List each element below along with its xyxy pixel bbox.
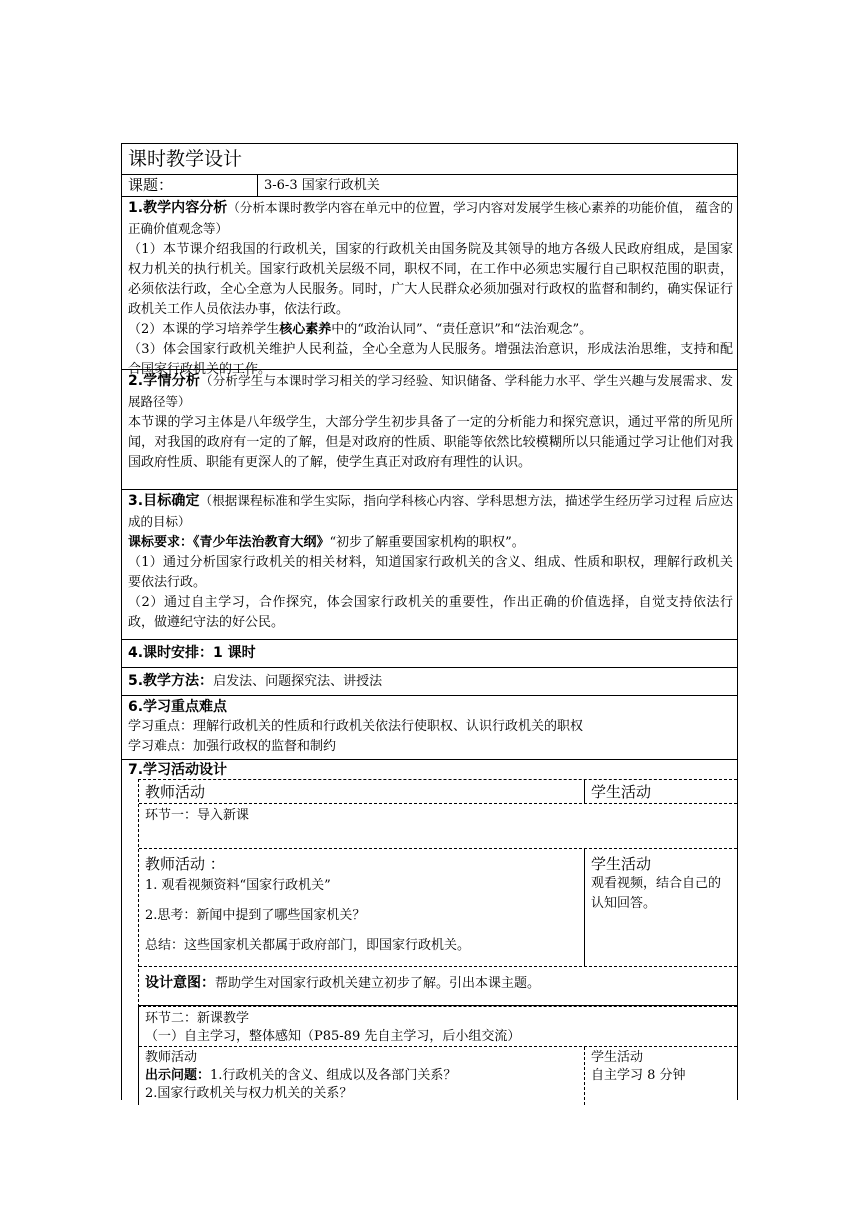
link-two-block [138,1007,737,1105]
activity-header-row [139,780,737,804]
section-heading: 7.学习活动设计 [128,762,228,778]
section-heading: 4.课时安排：1 课时 [128,645,256,661]
section-key-points [122,696,737,760]
section-goals [122,490,737,640]
paragraph: 本节课的学习主体是八年级学生，大部分学生初步具备了一定的分析能力和探究意识，通过平常的所见所闻，对我国的政府有一定的了解，但是对政府的性质、职能等依然比较模糊所以只能通过学习让他们对我国政府性质、职能有更深人的了解，使学生真正对政府有理性的认识。 [128,415,733,470]
section-activities [122,760,737,1100]
link-two-sub: （一）自主学习，整体感知（P85-89 先自主学习，后小组交流） [145,1029,521,1044]
section-heading: 2.学情分析 [128,373,201,389]
student-col-header: 学生活动 [591,783,652,801]
student-activity-text: 观看视频，结合自己的认知回答。 [591,876,722,911]
design-intent-row [139,967,737,1006]
student-activity-label-2: 学生活动 [591,1050,644,1065]
lesson-design-page [121,143,738,1100]
design-intent-label: 设计意图： [145,975,215,991]
intro-activity-row [139,849,737,967]
teacher-activity-label-2: 教师活动 [145,1050,198,1065]
paragraph: （2）本课的学习培养学生核心素养中的“政治认同”、“责任意识”和“法治观念”。 [128,322,593,337]
teacher-step-1: 1. 观看视频资料“国家行政机关” [145,878,331,893]
teacher-step-2: 2.思考：新闻中提到了哪些国家机关？ [145,908,366,923]
topic-value: 3-6-3 国家行政机关 [264,178,380,193]
difficult-point: 学习难点：加强行政权的监督和制约 [128,739,337,754]
teacher-col-header: 教师活动 [139,780,585,803]
section-heading: 6.学习重点难点 [128,699,228,715]
paragraph: （2）通过自主学习，合作探究，体会国家行政机关的重要性，作出正确的价值选择，自觉支持依法行政，做遵纪守法的好公民。 [128,595,733,630]
methods-text: 启发法、问题探究法、讲授法 [213,674,383,689]
paragraph: （1）本节课介绍我国的行政机关，国家的行政机关由国务院及其领导的地方各级人民政府组成，是国家权力机关的执行机关。国家行政机关层级不同，职权不同，在工作中必须忠实履行自己职权范围的职责，必须依法行政，全心全意为人民服务。同时，广大人民群众必须加强对行政权的监督和制约，确实保证行政机关工作人员依法办事，依法行政。 [128,242,733,317]
section-note: （分析学生与本课时学习相关的学习经验、知识储备、学科能力水平、学生兴趣与发展需求、发展路径等） [128,373,733,409]
table-title: 课时教学设计 [122,144,737,175]
student-activity-label: 学生活动 [591,855,652,873]
section-heading: 5.教学方法： [128,673,214,689]
teacher-summary: 总结：这些国家机关都属于政府部门，即国家行政机关。 [145,938,471,953]
key-point: 学习重点：理解行政机关的性质和行政机关依法行使职权、认识行政机关的职权 [128,719,584,734]
section-schedule [122,640,737,668]
topic-row [122,175,737,197]
section-methods [122,668,737,696]
paragraph: （1）通过分析国家行政机关的相关材料，知道国家行政机关的含义、组成、性质和职权，理解行政机关要依法行政。 [128,555,733,590]
section-heading: 1.教学内容分析 [128,200,228,216]
design-intent-text: 帮助学生对国家行政机关建立初步了解。引出本课主题。 [215,976,541,991]
paragraph: （3）体会国家行政机关维护人民利益，全心全意为人民服务。增强法治意识，形成法治思维，支持和配合国家行政机关的工作。 [128,342,733,377]
question-line-2: 2.国家行政机关与权力机关的关系？ [145,1086,353,1101]
student-activity-text-2: 自主学习 8 分钟 [591,1068,686,1083]
topic-label: 课题： [122,175,258,196]
lesson-table [121,143,738,1100]
standard-requirement: 课标要求：《青少年法治教育大纲》“初步了解重要国家机构的职权”。 [128,535,525,550]
section-learner-analysis [122,370,737,490]
teacher-activity-label: 教师活动 ： [145,855,225,873]
link-one: 环节一：导入新课 [145,808,250,823]
section-note: （根据课程标准和学生实际，指向学科核心内容、学科思想方法，描述学生经历学习过程 后应达成的目标） [128,493,733,529]
question-line: 出示问题：1.行政机关的含义、组成以及各部门关系？ [145,1068,457,1083]
activity-table [138,779,737,1007]
section-content-analysis [122,197,737,377]
link-two: 环节二：新课教学 [145,1011,250,1026]
link-one-row [139,804,737,849]
section-heading: 3.目标确定 [128,493,200,509]
section-note: （分析本课时教学内容在单元中的位置，学习内容对发展学生核心素养的功能价值， 蕴含的正确价值观念等） [128,200,733,236]
